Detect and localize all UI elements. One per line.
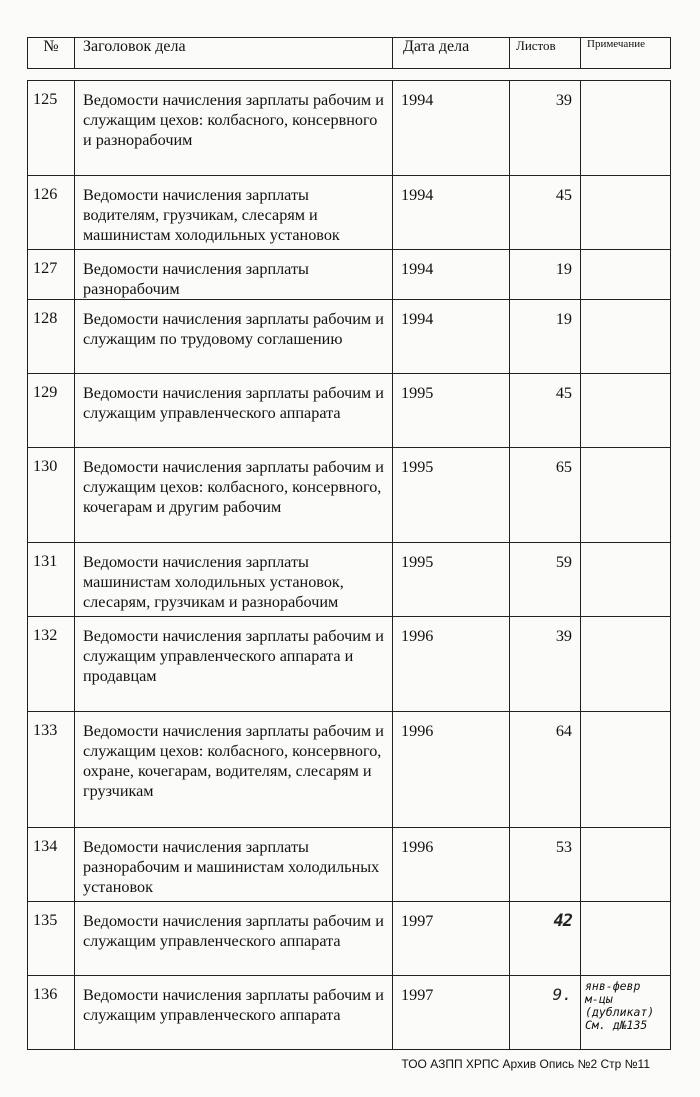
table-row	[28, 448, 671, 543]
handwritten-note-line: См. д№135	[585, 1018, 648, 1032]
row-note	[581, 543, 671, 617]
row-sheets	[510, 902, 581, 976]
row-title: Ведомости начисления зарплаты рабочим и служащим цехов: колбасного, консервного, кочегарам и другим рабочим	[75, 448, 393, 543]
handwritten-note-line: (дубликат)	[585, 1005, 655, 1019]
row-sheets: 39	[510, 617, 581, 712]
header-sheets: Листов	[510, 38, 581, 69]
row-title: Ведомости начисления зарплаты рабочим и служащим цехов: колбасного, консервного и разнорабочим	[75, 81, 393, 176]
row-number: 133	[28, 712, 75, 828]
header-title: Заголовок дела	[75, 38, 393, 69]
row-sheets	[510, 976, 581, 1050]
row-date: 1994	[393, 81, 510, 176]
row-date: 1994	[393, 300, 510, 374]
table-row	[28, 250, 671, 300]
row-sheets: 65	[510, 448, 581, 543]
row-note	[581, 176, 671, 250]
row-number: 129	[28, 374, 75, 448]
table-header	[27, 37, 671, 69]
row-note	[581, 902, 671, 976]
table-row	[28, 543, 671, 617]
row-note	[581, 300, 671, 374]
table-row	[28, 176, 671, 250]
row-sheets: 64	[510, 712, 581, 828]
row-number: 136	[28, 976, 75, 1050]
row-number: 126	[28, 176, 75, 250]
header-date: Дата дела	[393, 38, 510, 69]
row-date: 1995	[393, 448, 510, 543]
row-sheets: 45	[510, 374, 581, 448]
row-note	[581, 976, 671, 1050]
row-title: Ведомости начисления зарплаты разнорабочим	[75, 250, 393, 300]
row-sheets: 45	[510, 176, 581, 250]
row-title: Ведомости начисления зарплаты водителям, грузчикам, слесарям и машинистам холодильных установок	[75, 176, 393, 250]
row-number: 130	[28, 448, 75, 543]
row-note	[581, 448, 671, 543]
row-number: 132	[28, 617, 75, 712]
row-number: 134	[28, 828, 75, 902]
handwritten-sheets: 42	[553, 911, 572, 931]
row-date: 1996	[393, 712, 510, 828]
row-number: 128	[28, 300, 75, 374]
row-sheets: 19	[510, 300, 581, 374]
row-title: Ведомости начисления зарплаты рабочим и служащим управленческого аппарата и продавцам	[75, 617, 393, 712]
row-note	[581, 250, 671, 300]
row-title: Ведомости начисления зарплаты машинистам холодильных установок, слесарям, грузчикам и разнорабочим	[75, 543, 393, 617]
row-title: Ведомости начисления зарплаты разнорабочим и машинистам холодильных установок	[75, 828, 393, 902]
table-row	[28, 828, 671, 902]
table-row	[28, 300, 671, 374]
table-row	[28, 81, 671, 176]
row-sheets: 53	[510, 828, 581, 902]
row-sheets: 39	[510, 81, 581, 176]
row-date: 1994	[393, 250, 510, 300]
row-title: Ведомости начисления зарплаты рабочим и служащим цехов: колбасного, консервного, охране, кочегарам, водителям, слесарям и грузчикам	[75, 712, 393, 828]
row-date: 1995	[393, 543, 510, 617]
row-sheets: 59	[510, 543, 581, 617]
table-row	[28, 617, 671, 712]
row-date: 1997	[393, 976, 510, 1050]
row-number: 125	[28, 81, 75, 176]
table-row	[28, 374, 671, 448]
row-number: 127	[28, 250, 75, 300]
row-sheets: 19	[510, 250, 581, 300]
handwritten-note-line: м-цы	[585, 992, 613, 1006]
row-number: 135	[28, 902, 75, 976]
header-note: Примечание	[581, 38, 671, 69]
row-date: 1997	[393, 902, 510, 976]
page-footer: ТОО АЗПП ХРПС Архив Опись №2 Стр №11	[401, 1057, 650, 1071]
row-title: Ведомости начисления зарплаты рабочим и служащим управленческого аппарата	[75, 976, 393, 1050]
row-note	[581, 712, 671, 828]
row-note	[581, 374, 671, 448]
handwritten-note-line: янв-февр	[585, 979, 641, 993]
row-title: Ведомости начисления зарплаты рабочим и служащим управленческого аппарата	[75, 902, 393, 976]
row-note	[581, 617, 671, 712]
row-note	[581, 81, 671, 176]
records-table	[27, 80, 671, 1050]
row-title: Ведомости начисления зарплаты рабочим и служащим по трудовому соглашению	[75, 300, 393, 374]
row-title: Ведомости начисления зарплаты рабочим и служащим управленческого аппарата	[75, 374, 393, 448]
handwritten-sheets: 9.	[552, 985, 572, 1004]
table-row	[28, 902, 671, 976]
row-note	[581, 828, 671, 902]
table-row	[28, 712, 671, 828]
header-number: №	[28, 38, 75, 69]
handwritten-note	[585, 980, 654, 1032]
row-date: 1995	[393, 374, 510, 448]
row-date: 1994	[393, 176, 510, 250]
row-number: 131	[28, 543, 75, 617]
table-row	[28, 976, 671, 1050]
row-date: 1996	[393, 828, 510, 902]
row-date: 1996	[393, 617, 510, 712]
